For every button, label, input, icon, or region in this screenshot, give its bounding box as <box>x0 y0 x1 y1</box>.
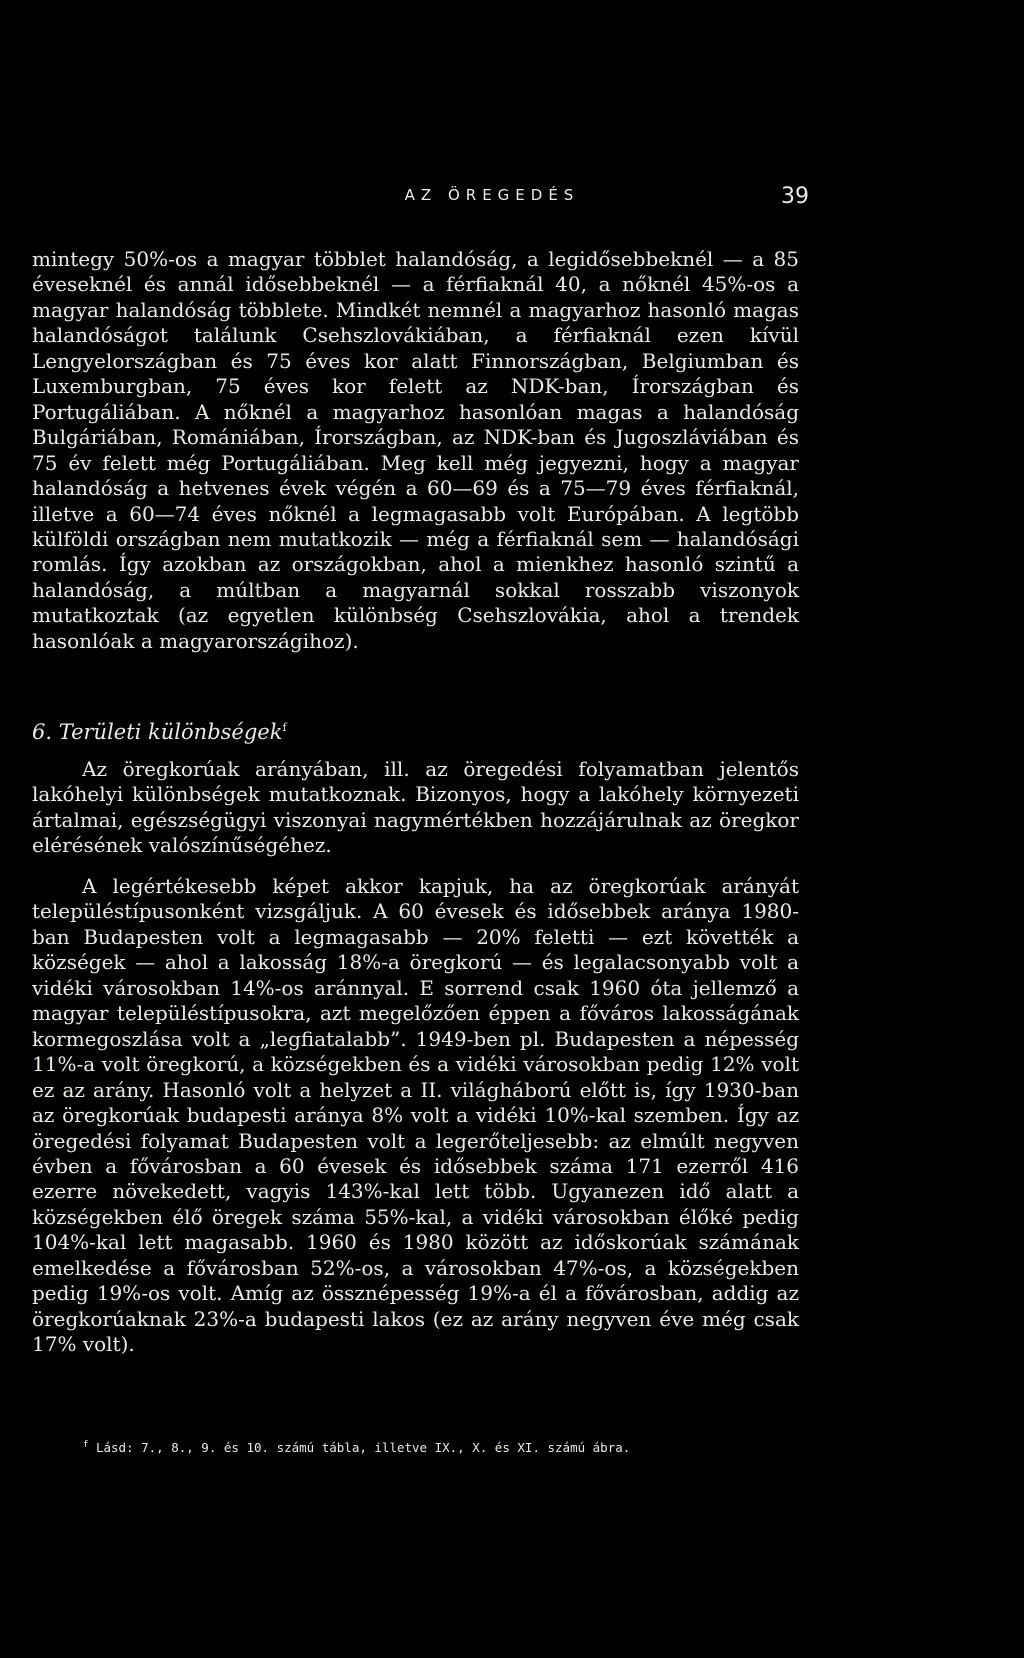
footnote-reference: f <box>282 721 287 734</box>
footnote <box>83 1440 630 1455</box>
footnote-marker: f <box>83 1440 89 1450</box>
body-text-main <box>32 874 799 1358</box>
section-heading <box>32 720 287 744</box>
running-head: AZ ÖREGEDÉS <box>404 186 580 204</box>
footnote-text: Lásd: 7., 8., 9. és 10. számú tábla, illetve IX., X. és XI. számú ábra. <box>95 1440 631 1456</box>
body-text-continued <box>32 247 799 654</box>
page-number: 39 <box>781 184 809 209</box>
section-heading-text: 6. Területi különbségek <box>32 720 283 744</box>
paragraph: mintegy 50%-os a magyar többlet halandóság, a legidősebbeknél — a 85 éveseknél és annál idősebbeknél — a férfiaknál 40, a nőknél 45%-os a magyar halandóság többlete. Mindkét nemnél a magyarhoz hasonló magas halandóságot találunk Csehszlovákiában, a férfiaknál ezen kívül Lengyelországban és 75 éves kor alatt Finnországban, Belgiumban és Luxemburgban, 75 éves kor felett az NDK-ban, Írországban és Portugáliában. A nőknél a magyarhoz hasonlóan magas a halandóság Bulgáriában, Romániában, Írországban, az NDK-ban és Jugoszláviában és 75 év felett még Portugáliában. Meg kell még jegyezni, hogy a magyar halandóság a hetvenes évek végén a 60—69 és a 75—79 éves férfiaknál, illetve a 60—74 éves nőknél a legmagasabb volt Európában. A legtöbb külföldi országban nem mutatkozik — még a férfiaknál sem — halandósági romlás. Így azokban az országokban, ahol a mienkhez hasonló szintű a halandóság, a múltban a magyarnál sokkal rosszabb viszonyok mutatkoztak (az egyetlen különbség Csehszlovákia, ahol a trendek hasonlóak a magyarországihoz). <box>32 247 799 653</box>
body-text-intro <box>32 757 799 859</box>
paragraph: A legértékesebb képet akkor kapjuk, ha az öregkorúak arányát településtípusonként vizsgáljuk. A 60 évesek és idősebbek aránya 1980-ban Budapesten volt a legmagasabb — 20% feletti — ezt követték a községek — ahol a lakosság 18%-a öregkorú — és legalacsonyabb volt a vidéki városokban 14%-os aránnyal. E sorrend csak 1960 óta jellemző a magyar településtípusokra, azt megelőzően éppen a főváros lakosságának kormegoszlása volt a „legfiatalabb”. 1949-ben pl. Budapesten a népesség 11%-a volt öregkorú, a községekben és a vidéki városokban pedig 12% volt ez az arány. Hasonló volt a helyzet a II. világháború előtt is, így 1930-ban az öregkorúak budapesti aránya 8% volt a vidéki 10%-kal szemben. Így az öregedési folyamat Budapesten volt a legerőteljesebb: az elmúlt negyven évben a fővárosban a 60 évesek és idősebbek száma 171 ezerről 416 ezerre növekedett, vagyis 143%-kal lett több. Ugyanezen idő alatt a községekben élő öregek száma 55%-kal, a vidéki városokban élőké pedig 104%-kal lett magasabb. 1960 és 1980 között az időskorúak számának emelkedése a fővárosban 52%-os, a városokban 47%-os, a községekben pedig 19%-os volt. Amíg az össznépesség 19%-a él a fővárosban, addig az öregkorúaknak 23%-a budapesti lakos (ez az arány negyven éve még csak 17% volt). <box>32 874 799 1357</box>
paragraph: Az öregkorúak arányában, ill. az öregedési folyamatban jelentős lakóhelyi különbségek mutatkoznak. Bizonyos, hogy a lakóhely környezeti ártalmai, egészségügyi viszonyai nagymértékben hozzájárulnak az öregkor elérésének valószínűségéhez. <box>32 757 799 858</box>
